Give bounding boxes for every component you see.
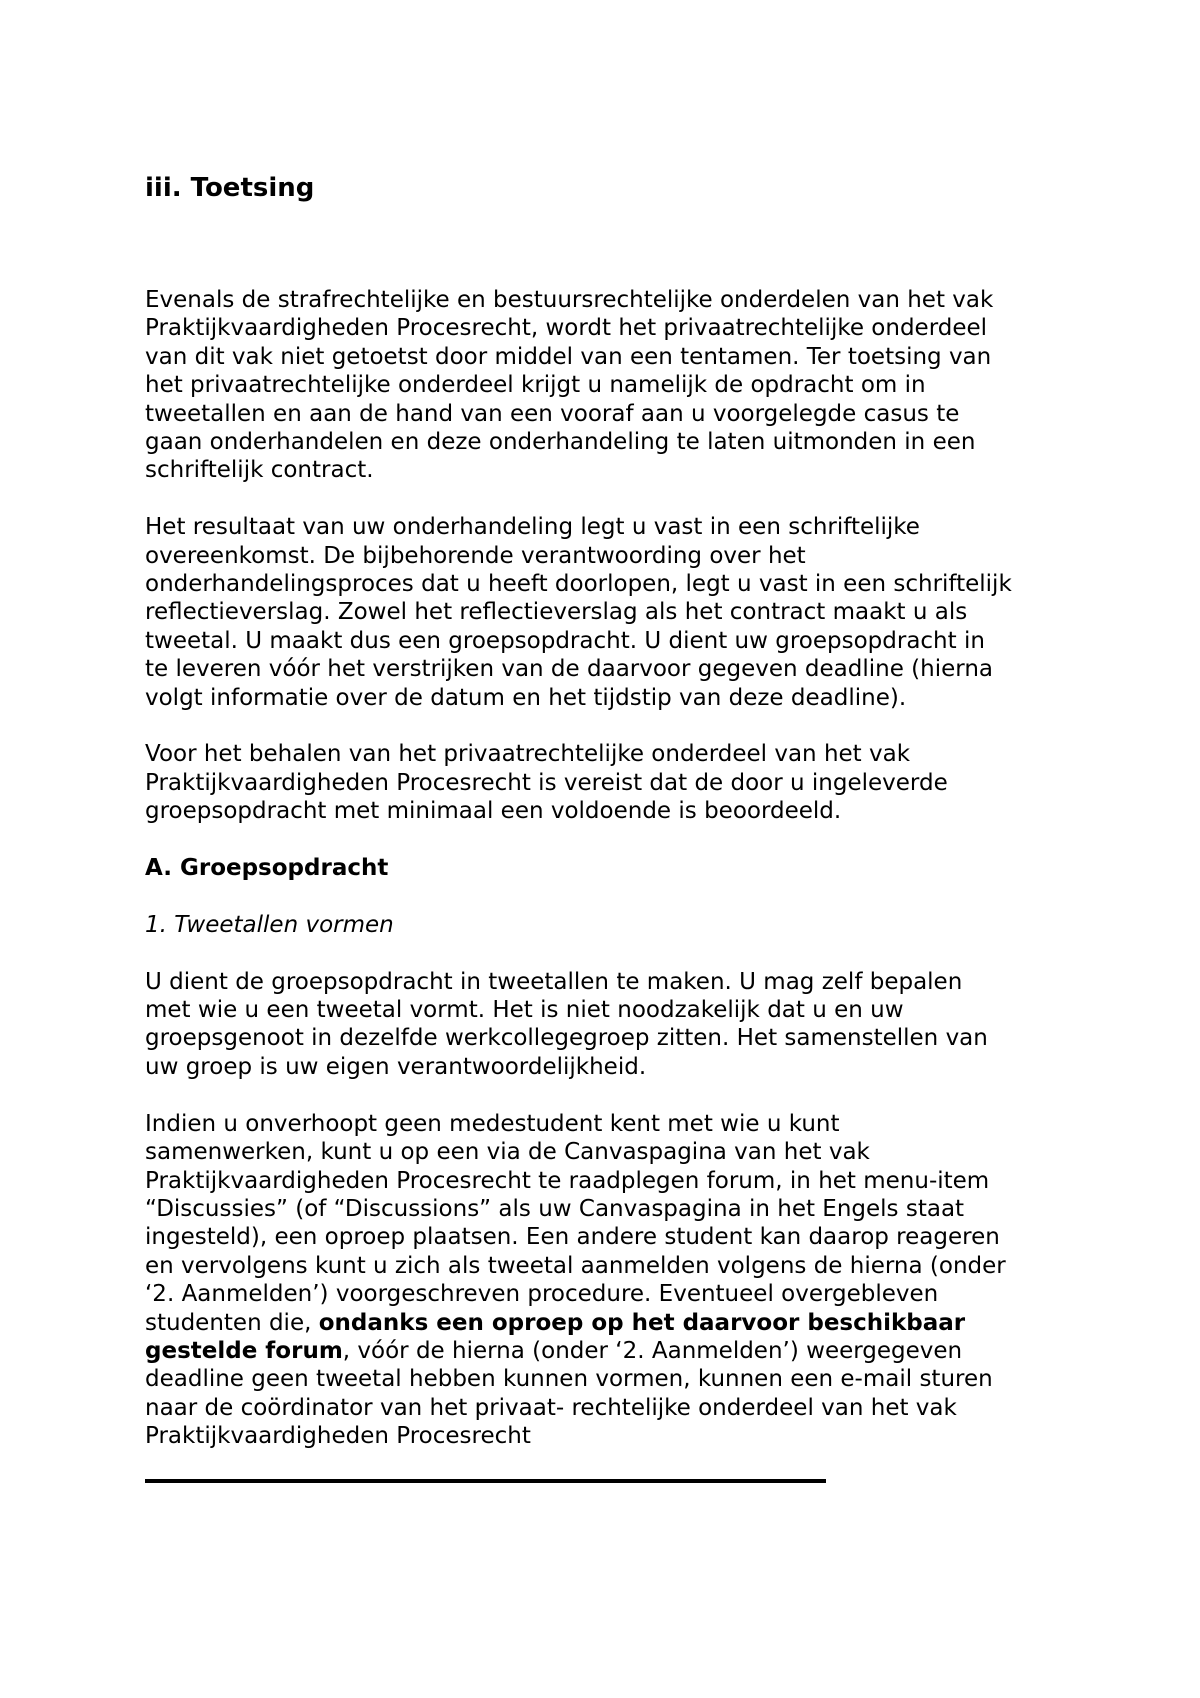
text-line: groepsopdracht met minimaal een voldoende is beoordeeld. <box>145 798 842 825</box>
document-body <box>145 286 1085 1451</box>
paragraph-requirement <box>145 740 1085 825</box>
paragraph-intro <box>145 286 1085 485</box>
text-line: reflectieverslag. Zowel het reflectieverslag als het contract maakt u als <box>145 599 968 626</box>
bold-text: gestelde forum <box>145 1337 343 1364</box>
text-line: onderhandelingsproces dat u heeft doorlopen, legt u vast in een schriftelijk <box>145 571 1012 598</box>
text-line <box>145 1337 1085 1365</box>
text-line: Evenals de strafrechtelijke en bestuursrechtelijke onderdelen van het vak <box>145 287 994 313</box>
text-line: tweetal. U maakt dus een groepsopdracht. U dient uw groepsopdracht in <box>145 627 985 654</box>
text-line: U dient de groepsopdracht in tweetallen te maken. U mag zelf bepalen <box>145 968 963 995</box>
text-line <box>145 1309 1085 1337</box>
text-run: , vóór de hierna (onder ‘2. Aanmelden’) weergegeven <box>342 1337 963 1364</box>
paragraph-result <box>145 513 1085 712</box>
text-line: deadline geen tweetal hebben kunnen vormen, kunnen een e-mail sturen <box>145 1366 993 1393</box>
text-line: met wie u een tweetal vormt. Het is niet noodzakelijk dat u en uw <box>145 997 904 1024</box>
paragraph-forum <box>145 1110 1085 1451</box>
text-line: Praktijkvaardigheden Procesrecht is vereist dat de door u ingeleverde <box>145 769 948 796</box>
section-title: iii. Toetsing <box>145 173 315 203</box>
footnote-separator-rule <box>145 1479 826 1483</box>
text-line: naar de coördinator van het privaat- rechtelijke onderdeel van het vak <box>145 1394 957 1421</box>
text-line: Praktijkvaardigheden Procesrecht te raadplegen forum, in het menu-item <box>145 1167 990 1194</box>
text-line: schriftelijk contract. <box>145 457 374 484</box>
text-line: tweetallen en aan de hand van een vooraf aan u voorgelegde casus te <box>145 400 960 427</box>
bold-text: ondanks een oproep op het daarvoor beschikbaar <box>318 1309 966 1336</box>
text-line: gaan onderhandelen en deze onderhandeling te laten uitmonden in een <box>145 429 976 456</box>
heading-groepsopdracht: A. Groepsopdracht <box>145 855 389 882</box>
text-line: en vervolgens kunt u zich als tweetal aanmelden volgens de hierna (onder <box>145 1252 1006 1279</box>
text-line: overeenkomst. De bijbehorende verantwoording over het <box>145 542 806 569</box>
text-line: Voor het behalen van het privaatrechtelijke onderdeel van het vak <box>145 741 911 768</box>
paragraph-pairs <box>145 968 1085 1082</box>
text-line: uw groep is uw eigen verantwoordelijkheid. <box>145 1053 647 1080</box>
text-line: Praktijkvaardigheden Procesrecht <box>145 1423 531 1450</box>
text-line: ‘2. Aanmelden’) voorgeschreven procedure. Eventueel overgebleven <box>145 1281 939 1308</box>
text-run: studenten die, <box>145 1309 319 1336</box>
text-line: groepsgenoot in dezelfde werkcollegegroep zitten. Het samenstellen van <box>145 1025 988 1052</box>
text-line: “Discussies” (of “Discussions” als uw Canvaspagina in het Engels staat <box>145 1195 965 1222</box>
text-line: het privaatrechtelijke onderdeel krijgt u namelijk de opdracht om in <box>145 372 926 399</box>
text-line: Indien u onverhoopt geen medestudent kent met wie u kunt <box>145 1110 840 1137</box>
text-line: ingesteld), een oproep plaatsen. Een andere student kan daarop reageren <box>145 1224 1000 1251</box>
text-line: samenwerken, kunt u op een via de Canvaspagina van het vak <box>145 1139 870 1166</box>
text-line: volgt informatie over de datum en het tijdstip van deze deadline). <box>145 684 907 711</box>
text-line: Praktijkvaardigheden Procesrecht, wordt het privaatrechtelijke onderdeel <box>145 315 988 342</box>
subheading-tweetallen-vormen: 1. Tweetallen vormen <box>145 911 394 938</box>
text-line: te leveren vóór het verstrijken van de daarvoor gegeven deadline (hierna <box>145 656 993 683</box>
text-line: van dit vak niet getoetst door middel van een tentamen. Ter toetsing van <box>145 343 992 370</box>
text-line: Het resultaat van uw onderhandeling legt u vast in een schriftelijke <box>145 514 920 541</box>
